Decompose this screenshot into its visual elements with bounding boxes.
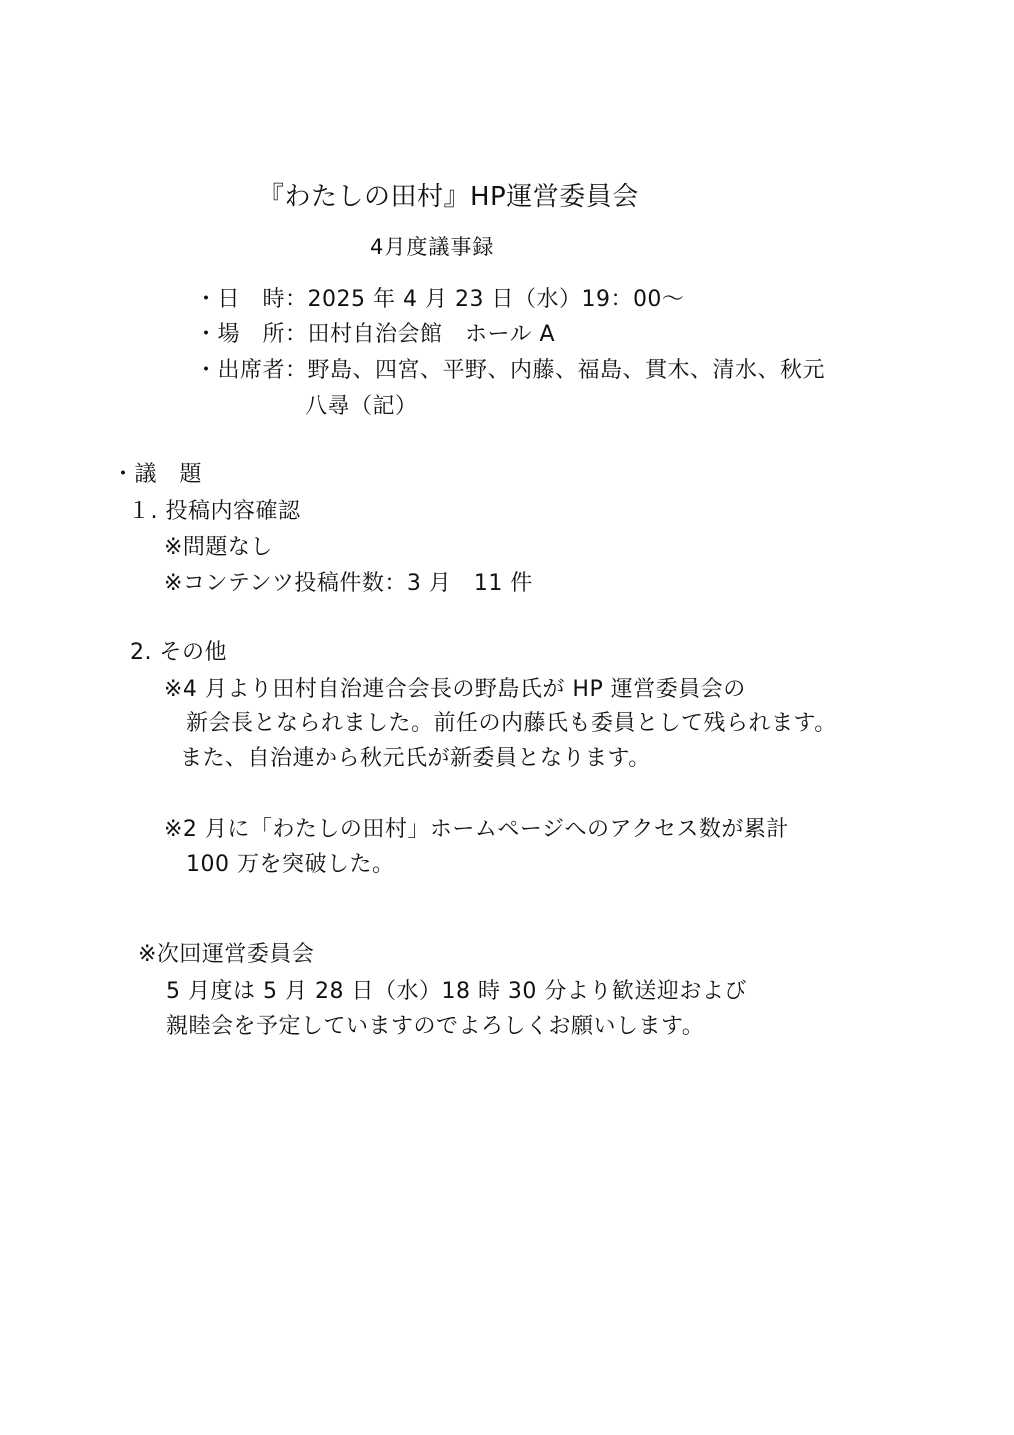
agenda-item-2-note-1-line-1: ※4 月より田村自治連合会長の野島氏が HP 運営委員会の: [164, 677, 746, 702]
agenda-item-1-title: １. 投稿内容確認: [128, 499, 301, 524]
next-meeting-line-2: 親睦会を予定していますのでよろしくお願いします。: [166, 1014, 705, 1039]
agenda-heading: ・議 題: [112, 462, 203, 487]
meeting-date: ・日 時：2025 年 4 月 23 日（水）19：00～: [195, 287, 685, 312]
agenda-item-2-note-1-line-2: 新会長となられました。前任の内藤氏も委員として残られます。: [186, 711, 837, 736]
next-meeting-heading: ※次回運営委員会: [138, 942, 315, 967]
meeting-attendees: ・出席者：野島、四宮、平野、内藤、福島、貫木、清水、秋元: [195, 358, 826, 383]
next-meeting-line-1: 5 月度は 5 月 28 日（水）18 時 30 分より歓送迎および: [166, 979, 747, 1004]
agenda-item-2-title: 2. その他: [130, 640, 227, 665]
agenda-item-2-note-1-line-3: また、自治連から秋元氏が新委員となります。: [180, 746, 651, 771]
document-subtitle: 4月度議事録: [370, 235, 495, 259]
agenda-item-2-note-2-line-1: ※2 月に「わたしの田村」ホームページへのアクセス数が累計: [164, 817, 789, 842]
document-title: 『わたしの田村』HP運営委員会: [258, 182, 639, 212]
meeting-place: ・場 所：田村自治会館 ホール A: [195, 322, 556, 347]
agenda-item-2-note-2-line-2: 100 万を突破した。: [186, 852, 395, 877]
agenda-item-1-note-2: ※コンテンツ投稿件数：3 月 11 件: [164, 571, 533, 596]
agenda-item-1-note-1: ※問題なし: [164, 535, 273, 560]
meeting-attendees-continued: 八尋（記）: [305, 394, 418, 419]
